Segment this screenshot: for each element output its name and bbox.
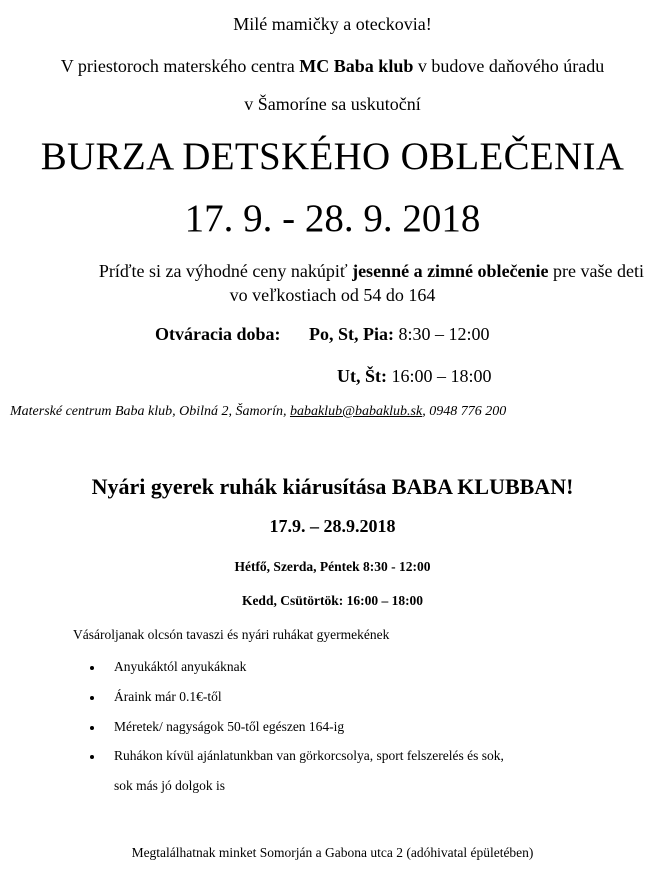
intro-line-2: v Šamoríne sa uskutoční [244,94,421,114]
bullet-icon [90,666,94,670]
hu-location: Megtalálhatnak minket Somorján a Gabona utca 2 (adóhivatal épületében) [131,845,534,860]
event-dates: 17. 9. - 28. 9. 2018 [184,197,481,240]
bullet-icon [90,726,94,730]
hu-dates: 17.9. – 28.9.2018 [269,516,396,536]
hu-hours-2: Kedd, Csütörtök: 16:00 – 18:00 [241,593,424,608]
email-link[interactable]: babaklub@babaklub.sk [289,404,423,419]
club-name: MC Baba klub [299,56,414,76]
opening-hours-row-2: Ut, Št: 16:00 – 18:00 [337,366,492,386]
bullet-icon [90,696,94,700]
event-title: BURZA DETSKÉHO OBLEČENIA [40,135,625,178]
address-line: Materské centrum Baba klub, Obilná 2, Šamorín, babaklub@babaklub.sk, 0948 776 200 [10,404,507,419]
hu-title: Nyári gyerek ruhák kiárusítása BABA KLUBBAN! [91,474,574,499]
hu-lead: Vásároljanak olcsón tavaszi és nyári ruhákat gyermekének [73,627,390,642]
greeting: Milé mamičky a oteckovia! [233,14,432,34]
offer-line-1: Príďte si za výhodné ceny nakúpiť jesenné a zimné oblečenie pre vaše deti [98,261,644,281]
bullet-icon [90,755,94,759]
opening-hours-label: Otváracia doba: [155,324,281,344]
hu-bullet-continuation: sok más jó dolgok is [114,778,226,793]
hu-hours-1: Hétfő, Szerda, Péntek 8:30 - 12:00 [234,559,431,574]
intro-line-1: V priestoroch materského centra MC Baba klub v budove daňového úradu [60,56,605,76]
offer-highlight: jesenné a zimné oblečenie [352,261,549,281]
opening-hours-row-1: Po, St, Pia: 8:30 – 12:00 [309,324,490,344]
offer-line-2: vo veľkostiach od 54 do 164 [229,285,436,305]
